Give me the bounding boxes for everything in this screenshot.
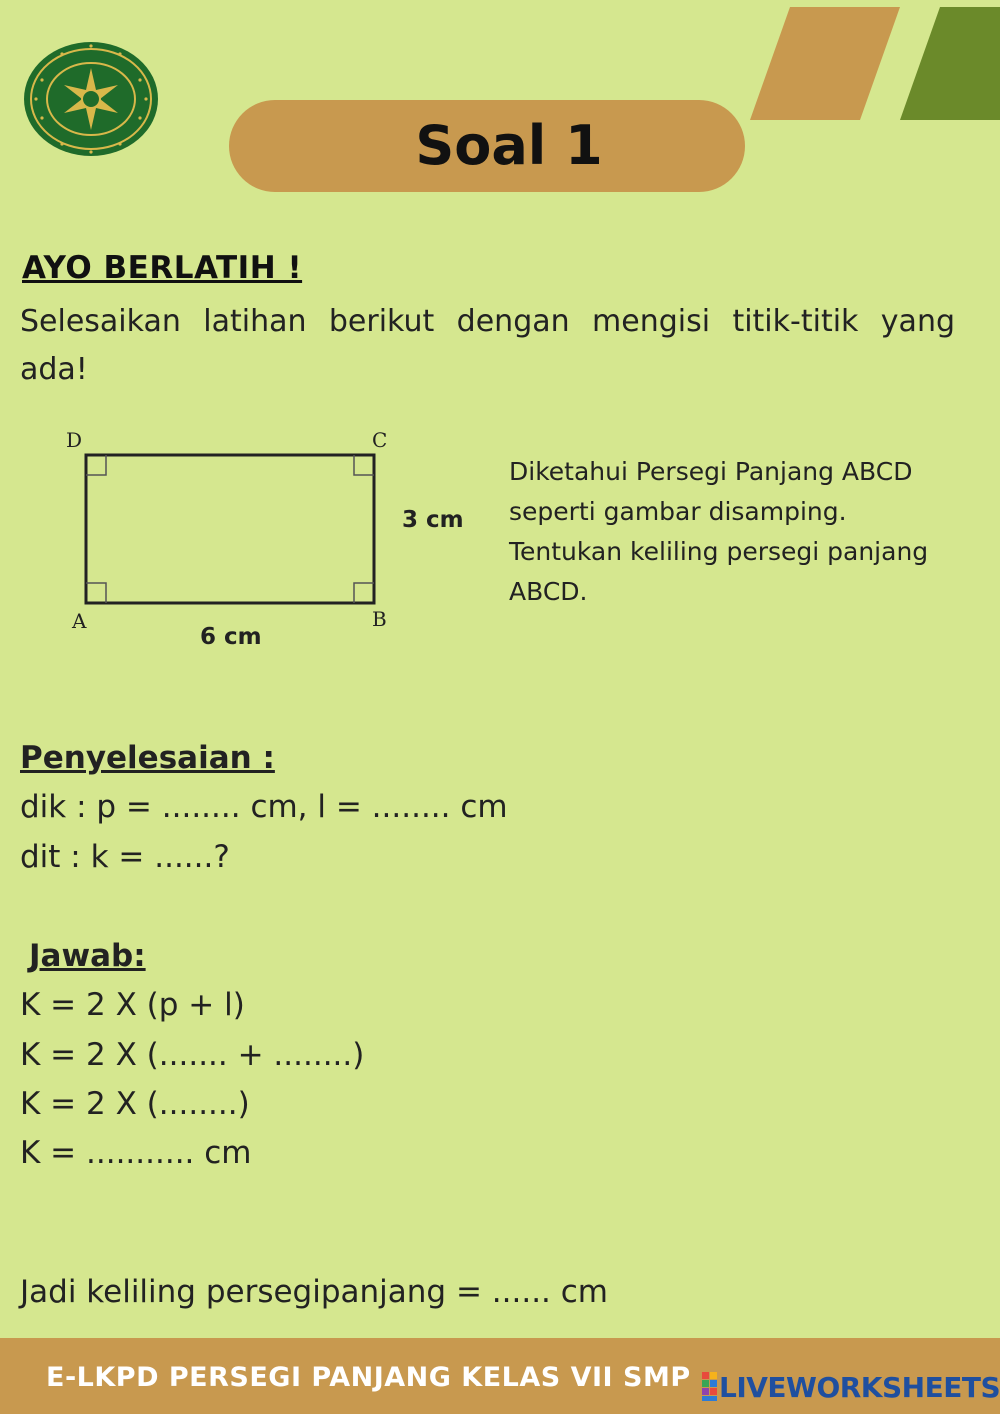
vertex-label-c: C <box>372 428 388 452</box>
school-logo <box>22 40 160 158</box>
right-angle-marker-b <box>354 583 374 603</box>
conclusion-text: Jadi keliling persegipanjang = ...... cm <box>20 1274 609 1310</box>
vertex-label-a: A <box>72 609 87 633</box>
asked-value: dit : k = ......? <box>20 839 230 875</box>
problem-statement: Diketahui Persegi Panjang ABCD seperti gambar disamping. Tentukan keliling persegi panjang ABCD. <box>509 457 929 606</box>
vertex-label-b: B <box>372 607 387 631</box>
section-heading: AYO BERLATIH ! <box>22 250 303 286</box>
width-label: 3 cm <box>402 507 464 533</box>
footer-text: E-LKPD PERSEGI PANJANG KELAS VII SMP <box>46 1362 691 1393</box>
right-angle-marker-c <box>354 455 374 475</box>
liveworksheets-brand[interactable]: LIVEWORKSHEETS <box>719 1371 1000 1404</box>
rectangle-abcd <box>86 455 374 603</box>
right-angle-marker-d <box>86 455 106 475</box>
page-title: Soal 1 <box>415 114 603 177</box>
answer-step: K = 2 X (p + l) <box>20 987 245 1023</box>
answer-step: K = 2 X (....... + ........) <box>20 1037 365 1073</box>
length-label: 6 cm <box>200 624 262 650</box>
right-angle-marker-a <box>86 583 106 603</box>
solution-heading: Penyelesaian : <box>20 740 275 776</box>
instruction-text: Selesaikan latihan berikut dengan mengisi titik-titik yang ada! <box>20 304 955 387</box>
known-values: dik : p = ........ cm, l = ........ cm <box>20 789 508 825</box>
vertex-label-d: D <box>66 428 83 452</box>
answer-heading: Jawab: <box>29 938 146 974</box>
answer-step: K = ........... cm <box>20 1135 252 1171</box>
rectangle-figure <box>60 420 480 660</box>
decorative-green-stripe <box>900 7 1000 120</box>
answer-step: K = 2 X (........) <box>20 1086 250 1122</box>
liveworksheets-logo-icon <box>702 1372 718 1402</box>
